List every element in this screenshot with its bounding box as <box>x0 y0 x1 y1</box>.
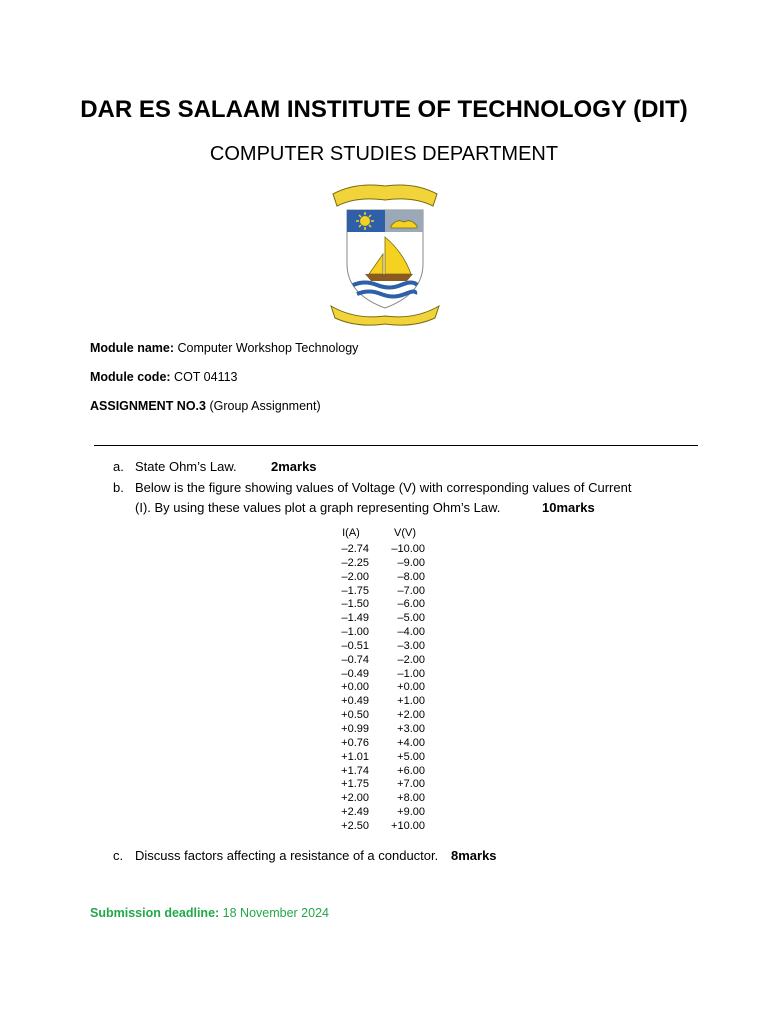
voltage-cell: –1.00 <box>397 667 425 680</box>
module-code-line <box>90 370 238 384</box>
voltage-cell: –9.00 <box>397 556 425 569</box>
module-name-value: Computer Workshop Technology <box>174 341 359 355</box>
table-body <box>333 543 433 834</box>
table-row <box>333 765 433 779</box>
voltage-cell: +6.00 <box>397 764 425 777</box>
table-row <box>333 626 433 640</box>
voltage-cell: –4.00 <box>397 626 425 639</box>
question-b-letter: b. <box>113 480 124 495</box>
question-b-text-line1: Below is the figure showing values of Voltage (V) with corresponding values of Current <box>135 480 632 495</box>
assignment-label: ASSIGNMENT NO.3 <box>90 399 206 413</box>
voltage-cell: +9.00 <box>397 806 425 819</box>
header-voltage: V(V) <box>394 527 416 539</box>
question-a-text: State Ohm’s Law. <box>135 459 237 474</box>
current-cell: +0.99 <box>341 722 369 735</box>
voltage-cell: –8.00 <box>397 570 425 583</box>
voltage-cell: +10.00 <box>391 819 425 832</box>
current-cell: –2.74 <box>341 543 369 555</box>
table-row <box>333 571 433 585</box>
question-a <box>113 457 713 477</box>
submission-deadline <box>90 906 329 920</box>
voltage-cell: –3.00 <box>397 639 425 652</box>
table-row <box>333 654 433 668</box>
current-cell: +1.74 <box>341 764 369 777</box>
voltage-cell: –6.00 <box>397 598 425 611</box>
current-cell: –2.25 <box>341 556 369 569</box>
header-current: I(A) <box>342 527 360 539</box>
question-b <box>113 478 713 518</box>
table-row <box>333 806 433 820</box>
module-code-label: Module code: <box>90 370 171 384</box>
table-row <box>333 681 433 695</box>
current-cell: –1.50 <box>341 598 369 611</box>
table-row <box>333 751 433 765</box>
current-cell: –0.49 <box>341 667 369 680</box>
question-a-letter: a. <box>113 459 124 474</box>
voltage-cell: –2.00 <box>397 653 425 666</box>
current-cell: –1.75 <box>341 584 369 597</box>
table-row <box>333 585 433 599</box>
question-c-letter: c. <box>113 848 124 863</box>
question-b-text-line2: (I). By using these values plot a graph representing Ohm’s Law. <box>135 500 501 515</box>
current-cell: +0.00 <box>341 681 369 694</box>
table-row <box>333 737 433 751</box>
voltage-cell: +3.00 <box>397 722 425 735</box>
question-a-marks: 2marks <box>271 459 317 474</box>
voltage-cell: –10.00 <box>391 543 425 555</box>
deadline-value: 18 November 2024 <box>219 906 329 920</box>
table-row <box>333 557 433 571</box>
assignment-value: (Group Assignment) <box>206 399 321 413</box>
table-row <box>333 723 433 737</box>
voltage-cell: +0.00 <box>397 681 425 694</box>
table-row <box>333 598 433 612</box>
current-cell: +0.49 <box>341 695 369 708</box>
assignment-line <box>90 399 321 413</box>
current-cell: –1.00 <box>341 626 369 639</box>
table-row <box>333 543 433 557</box>
voltage-cell: +2.00 <box>397 709 425 722</box>
table-row <box>333 668 433 682</box>
module-name-label: Module name: <box>90 341 175 355</box>
current-cell: +2.00 <box>341 792 369 805</box>
module-code-value: COT 04113 <box>170 370 238 384</box>
table-row <box>333 820 433 834</box>
voltage-cell: +8.00 <box>397 792 425 805</box>
question-b-marks: 10marks <box>542 500 595 515</box>
table-row <box>333 709 433 723</box>
current-cell: +2.50 <box>341 819 369 832</box>
current-cell: +1.01 <box>341 750 369 763</box>
current-cell: +1.75 <box>341 778 369 791</box>
question-c-text: Discuss factors affecting a resistance of a conductor. <box>135 848 439 863</box>
current-cell: –1.49 <box>341 612 369 625</box>
voltage-cell: –5.00 <box>397 612 425 625</box>
current-cell: +2.49 <box>341 806 369 819</box>
module-name-line <box>90 341 358 355</box>
question-c <box>113 846 713 866</box>
current-cell: +0.50 <box>341 709 369 722</box>
current-cell: –2.00 <box>341 570 369 583</box>
question-c-marks: 8marks <box>451 848 497 863</box>
department-title: COMPUTER STUDIES DEPARTMENT <box>209 143 559 165</box>
voltage-cell: +5.00 <box>397 750 425 763</box>
voltage-cell: –7.00 <box>397 584 425 597</box>
current-cell: –0.51 <box>341 639 369 652</box>
table-row <box>333 792 433 806</box>
voltage-cell: +1.00 <box>397 695 425 708</box>
table-row <box>333 695 433 709</box>
current-cell: +0.76 <box>341 736 369 749</box>
table-row <box>333 778 433 792</box>
institution-title: DAR ES SALAAM INSTITUTE OF TECHNOLOGY (DIT) <box>80 96 688 123</box>
deadline-label: Submission deadline: <box>90 906 220 920</box>
current-voltage-table <box>333 527 433 834</box>
divider-line <box>94 445 698 446</box>
table-row <box>333 640 433 654</box>
voltage-cell: +4.00 <box>397 736 425 749</box>
table-row <box>333 612 433 626</box>
current-cell: –0.74 <box>341 653 369 666</box>
voltage-cell: +7.00 <box>397 778 425 791</box>
dit-crest-logo <box>325 182 445 328</box>
